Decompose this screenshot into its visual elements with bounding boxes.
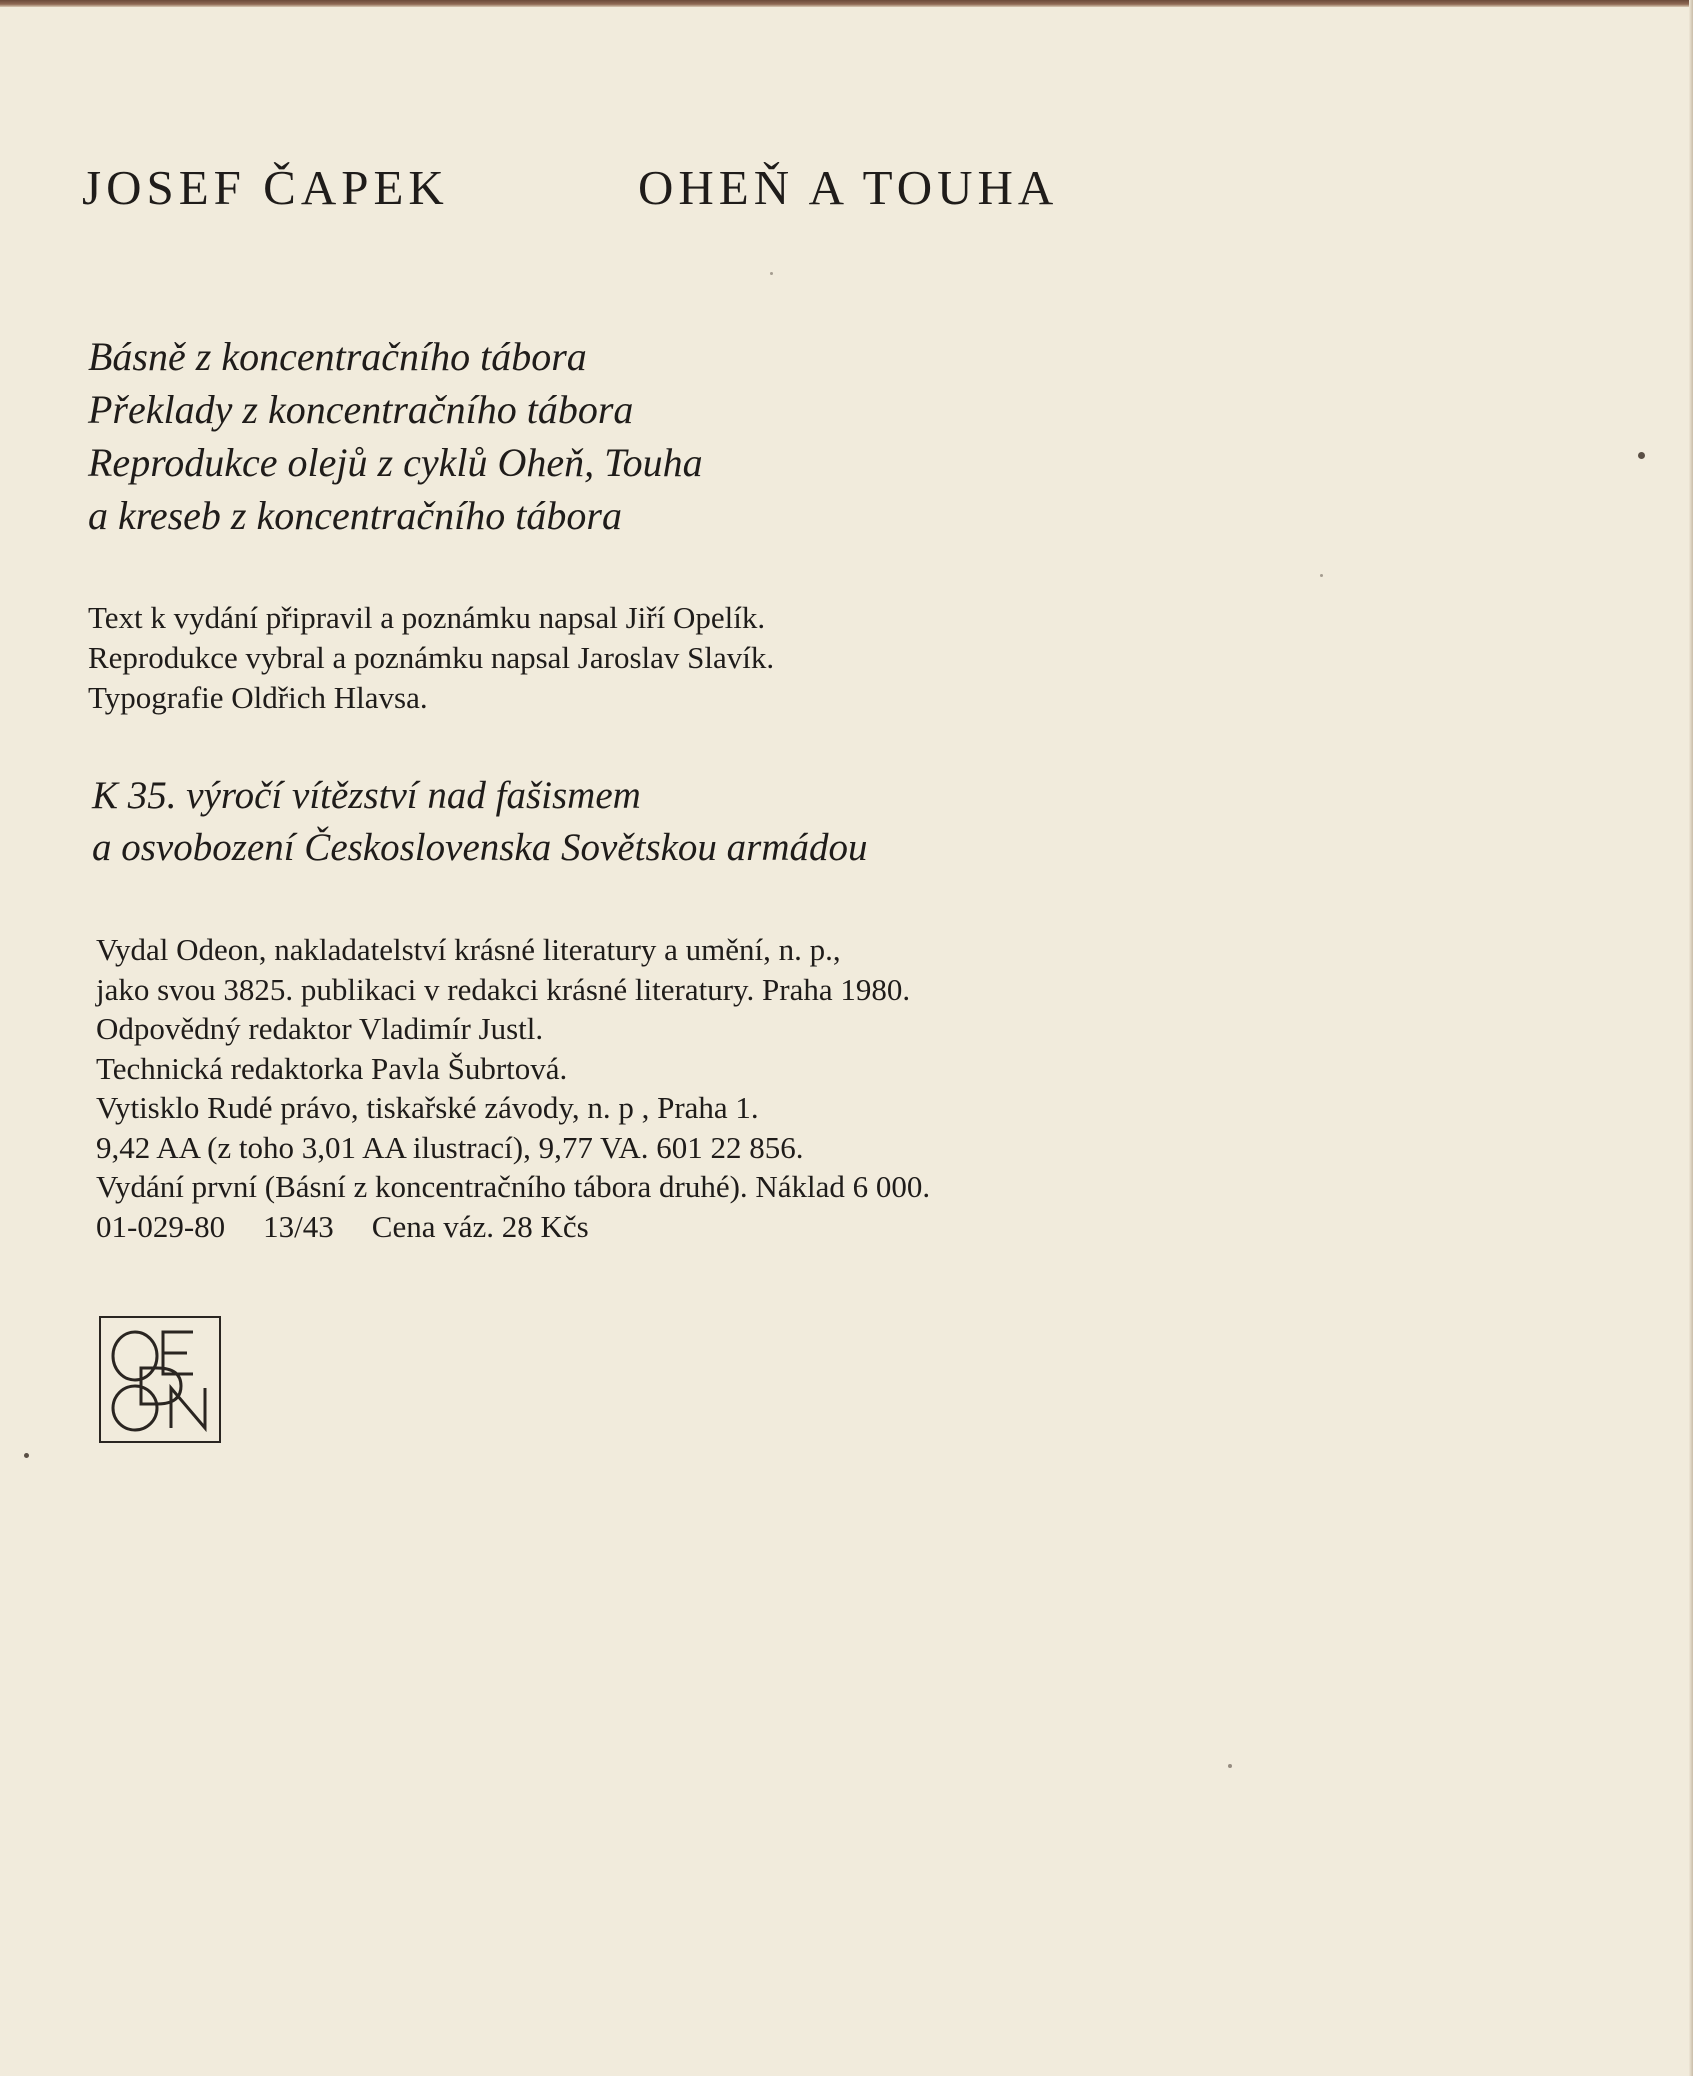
imprint-line: Technická redaktorka Pavla Šubrtová.	[96, 1050, 568, 1086]
paper-speck	[1638, 452, 1645, 459]
publisher-imprint	[96, 930, 930, 1246]
paper-speck	[1320, 574, 1323, 577]
odeon-monogram	[101, 1318, 219, 1441]
credit-line: Reprodukce vybral a poznámku napsal Jaroslav Slavík.	[88, 640, 775, 675]
subtitle-line: Reprodukce olejů z cyklů Oheň, Touha	[88, 440, 703, 485]
imprint-line: Vytisklo Rudé právo, tiskařské závody, n. p , Praha 1.	[96, 1090, 759, 1125]
credits	[88, 598, 774, 718]
paper-speck	[770, 272, 773, 275]
dedication-line: K 35. výročí vítězství nad fašismem	[92, 774, 641, 817]
odeon-logo	[99, 1316, 221, 1443]
catalog-code: 01-029-80	[96, 1208, 226, 1244]
subtitle-line: Básně z koncentračního tábora	[88, 334, 587, 379]
subtitle-line: Překlady z koncentračního tábora	[88, 387, 634, 432]
credit-line: Typografie Oldřich Hlavsa.	[88, 680, 428, 715]
subtitle-list	[88, 330, 703, 542]
group-code: 13/43	[263, 1208, 334, 1244]
credit-line: Text k vydání připravil a poznámku napsal Jiří Opelík.	[88, 600, 766, 635]
dedication-line: a osvobození Československa Sovětskou armádou	[92, 826, 868, 869]
subtitle-line: a kreseb z koncentračního tábora	[88, 493, 622, 538]
imprint-line: Vydal Odeon, nakladatelství krásné literatury a umění, n. p.,	[96, 932, 841, 967]
price: Cena váz. 28 Kčs	[371, 1208, 589, 1244]
imprint-line: Vydání první (Básní z koncentračního tábora druhé). Náklad 6 000.	[96, 1169, 931, 1204]
page-right-edge	[1689, 0, 1693, 2076]
author-name: JOSEF ČAPEK	[82, 160, 449, 215]
paper-speck	[1228, 1764, 1232, 1768]
page-top-edge	[0, 0, 1693, 7]
dedication	[92, 770, 868, 874]
imprint-line: Odpovědný redaktor Vladimír Justl.	[96, 1011, 544, 1046]
imprint-line: jako svou 3825. publikaci v redakci krásné literatury. Praha 1980.	[96, 971, 911, 1007]
imprint-last-line	[96, 1207, 930, 1247]
imprint-line: 9,42 AA (z toho 3,01 AA ilustrací), 9,77 VA. 601 22 856.	[96, 1129, 804, 1165]
paper-speck	[24, 1453, 29, 1458]
book-title: OHEŇ A TOUHA	[638, 160, 1059, 215]
